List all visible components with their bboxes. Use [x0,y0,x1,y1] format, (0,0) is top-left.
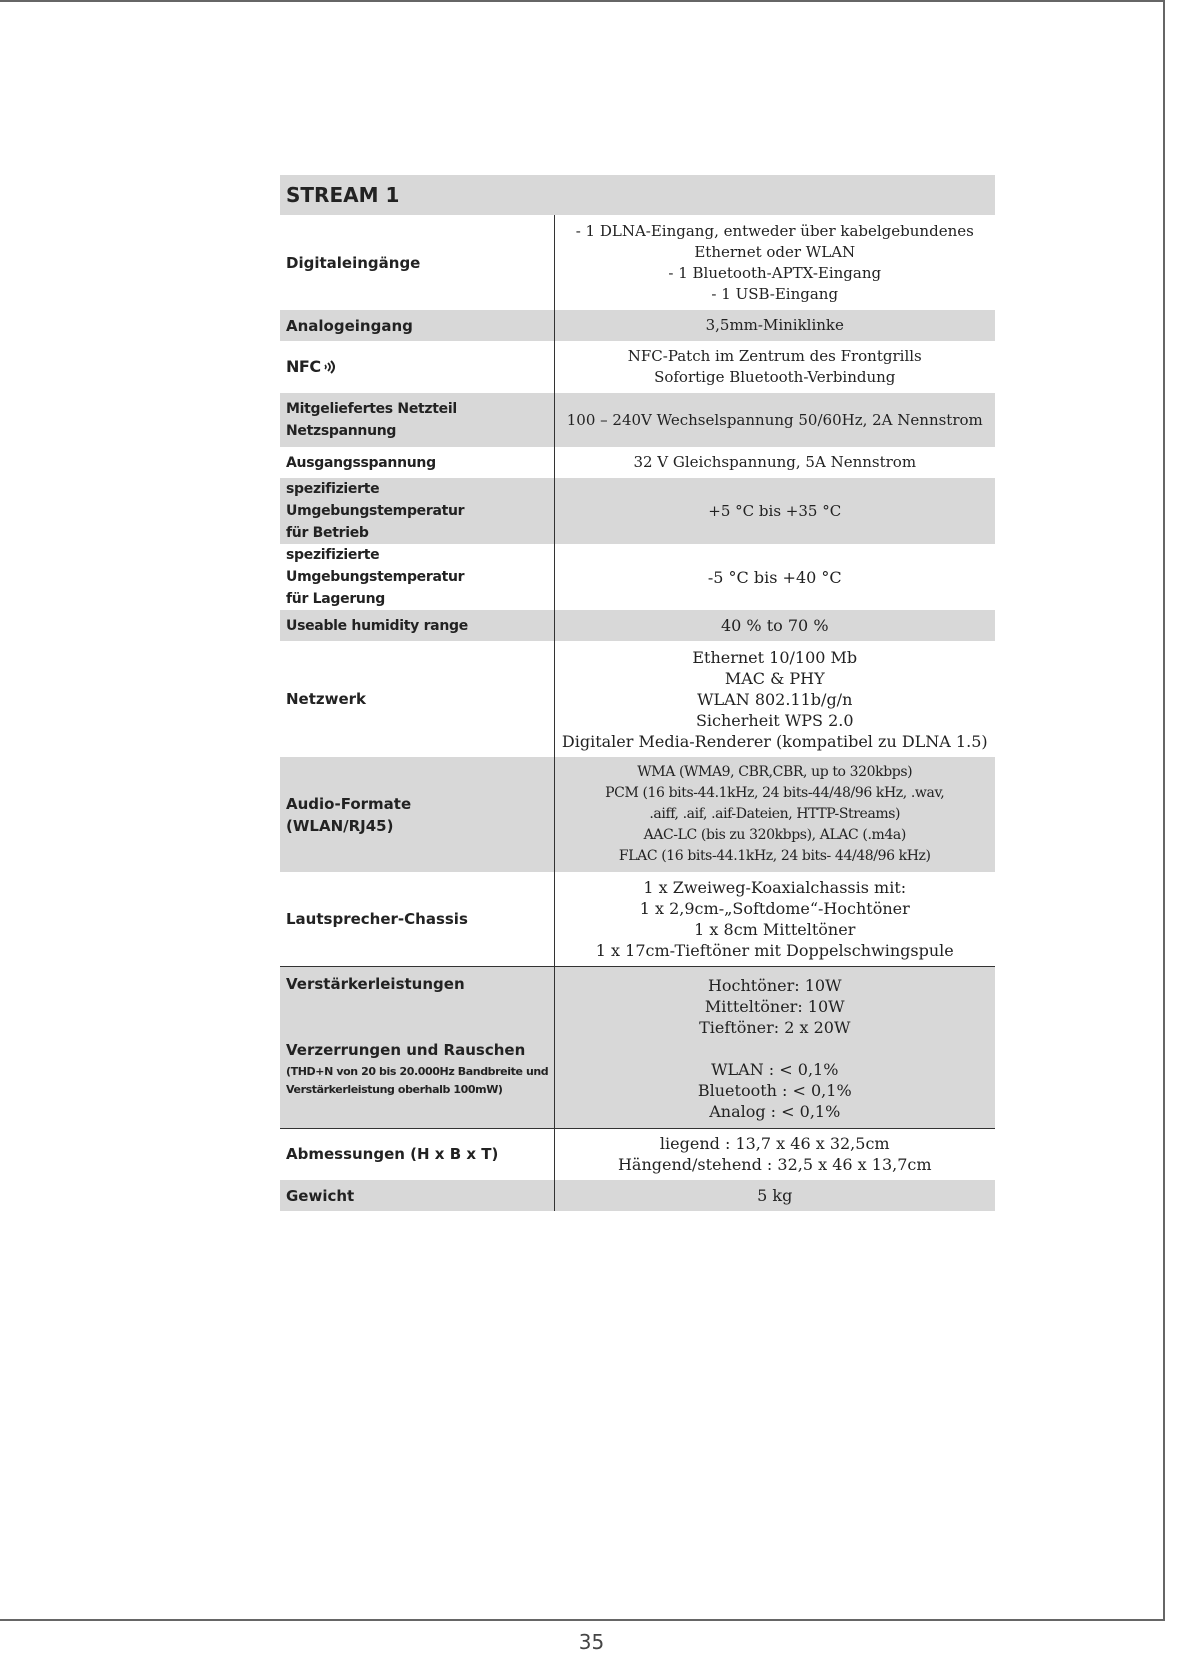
row-value: 100 – 240V Wechselspannung 50/60Hz, 2A Nennstrom [554,393,995,447]
row-value: liegend : 13,7 x 46 x 32,5cm Hängend/stehend : 32,5 x 46 x 13,7cm [554,1128,995,1180]
table-row [280,341,995,393]
row-label: Audio-Formate (WLAN/RJ45) [280,757,554,872]
row-value: 32 V Gleichspannung, 5A Nennstrom [633,453,917,471]
row-label [280,341,554,393]
table-row [280,641,995,757]
row-value: Ethernet 10/100 Mb MAC & PHY WLAN 802.11b/g/n Sicherheit WPS 2.0 Digitaler Media-Renderer (kompatibel zu DLNA 1.5) [561,647,988,751]
row-value: 1 x Zweiweg-Koaxialchassis mit: 1 x 2,9cm-„Softdome“-Hochtöner 1 x 8cm Mitteltöner 1 x 17cm-Tieftöner mit Doppelschwingspule [595,877,954,960]
table-row [280,872,995,966]
row-label: Lautsprecher-Chassis [280,872,554,966]
table-row [280,447,995,478]
row-value: -5 °C bis +40 °C [707,567,842,587]
row-label: Abmessungen (H x B x T) [280,1128,554,1180]
table-row [280,1180,995,1211]
row-label: Useable humidity range [280,610,554,641]
row-label: Netzwerk [280,641,554,757]
table-row [280,393,995,447]
row-label: spezifizierte Umgebungstemperatur für Lagerung [280,544,554,610]
table-row [280,544,995,610]
row-value: 5 kg [554,1180,995,1211]
row-label: Gewicht [280,1180,554,1211]
table-row [280,310,995,341]
table-header-row [280,175,995,215]
row-label: Digitaleingänge [280,215,554,310]
table-row [280,610,995,641]
row-value: - 1 DLNA-Eingang, entweder über kabelgebundenes Ethernet oder WLAN - 1 Bluetooth-APTX-Eingang - 1 USB-Eingang [575,221,974,303]
spec-table [280,175,995,1211]
row-label: Mitgeliefertes Netzteil Netzspannung [280,393,554,447]
table-row [280,1128,995,1180]
table-row [280,966,995,1128]
table-row [280,215,995,310]
nfc-logo: NFC [286,356,337,378]
row-value: Hochtöner: 10W Mitteltöner: 10W Tieftöner: 2 x 20W WLAN : < 0,1% Bluetooth : < 0,1% Analog : < 0,1% [554,966,995,1128]
row-label: Ausgangsspannung [280,447,554,478]
row-value: 40 % to 70 % [554,610,995,641]
row-value: NFC-Patch im Zentrum des Frontgrills Sofortige Bluetooth-Verbindung [627,347,922,386]
row-label: Analogeingang [280,310,554,341]
thd-note: (THD+N von 20 bis 20.000Hz Bandbreite und Verstärkerleistung oberhalb 100mW) [286,1064,549,1096]
row-value: WMA (WMA9, CBR,CBR, up to 320kbps) PCM (16 bits-44.1kHz, 24 bits-44/48/96 kHz, .wav, .aiff, .aif, .aif-Dateien, HTTP-Streams) AAC-LC (bis zu 320kbps), ALAC (.m4a) FLAC (16 bits-44.1kHz, 24 bits- 44/48/96 kHz) [554,757,995,872]
row-label: Verstärkerleistungen Verzerrungen und Rauschen (THD+N von 20 bis 20.000Hz Bandbreite und Verstärkerleistung oberhalb 100mW) [280,966,554,1128]
page-number: 35 [578,1630,605,1654]
nfc-signal-icon [323,359,337,375]
row-label: spezifizierte Umgebungstemperatur für Betrieb [280,478,554,544]
table-row [280,478,995,544]
row-value: +5 °C bis +35 °C [554,478,995,544]
row-value: 3,5mm-Miniklinke [554,310,995,341]
table-title: STREAM 1 [280,175,995,215]
table-row [280,757,995,872]
